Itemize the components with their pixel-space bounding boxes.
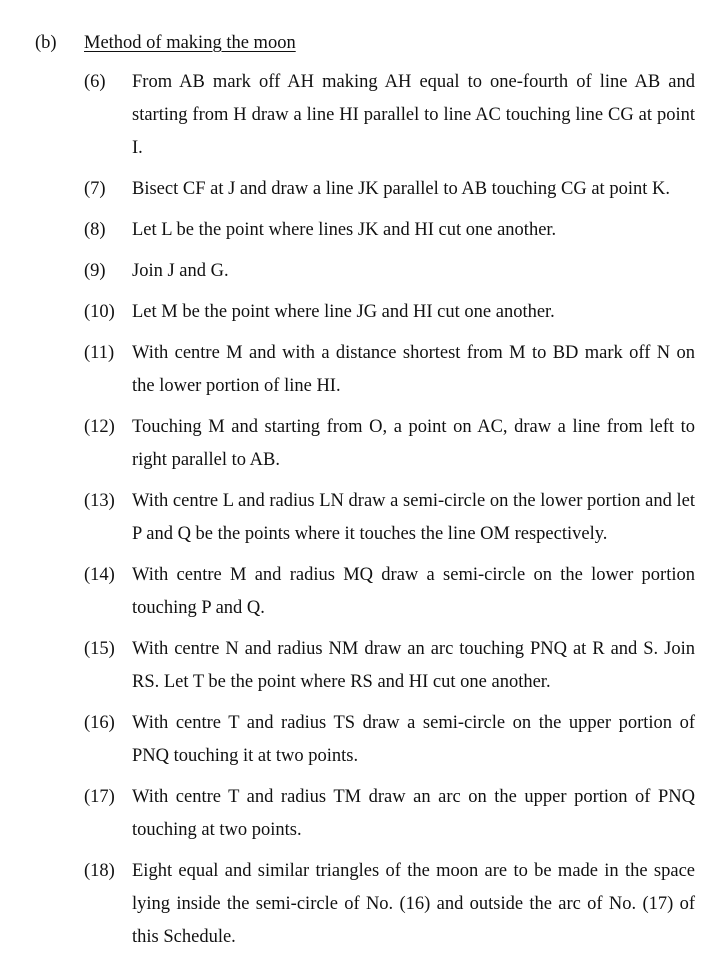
item-number: (11) <box>84 343 115 363</box>
list-item-8 <box>84 214 695 247</box>
item-number: (12) <box>84 417 115 437</box>
item-text: Let M be the point where line JG and HI cut one another. <box>132 302 555 322</box>
item-text: Touching M and starting from O, a point on AC, draw a line from left to right parallel to AB. <box>132 417 695 470</box>
list-item-13 <box>84 485 695 551</box>
list-item-14 <box>84 559 695 625</box>
item-number: (10) <box>84 302 115 322</box>
item-number: (14) <box>84 565 115 585</box>
item-text: Bisect CF at J and draw a line JK parallel to AB touching CG at point K. <box>132 179 670 199</box>
list-item-12 <box>84 411 695 477</box>
list-item-9 <box>84 255 695 288</box>
instruction-list <box>84 66 695 962</box>
item-text: With centre L and radius LN draw a semi-circle on the lower portion and let P and Q be the points where it touches the line OM respectively. <box>132 491 695 544</box>
item-text: With centre M and radius MQ draw a semi-circle on the lower portion touching P and Q. <box>132 565 695 618</box>
item-number: (9) <box>84 261 106 281</box>
item-text: With centre N and radius NM draw an arc touching PNQ at R and S. Join RS. Let T be the point where RS and HI cut one another. <box>132 639 695 692</box>
list-item-11 <box>84 337 695 403</box>
item-text: With centre T and radius TM draw an arc on the upper portion of PNQ touching at two points. <box>132 787 695 840</box>
item-number: (6) <box>84 72 106 92</box>
item-text: Let L be the point where lines JK and HI cut one another. <box>132 220 557 240</box>
item-text: Eight equal and similar triangles of the moon are to be made in the space lying inside the semi-circle of No. (16) and outside the arc of No. (17) of this Schedule. <box>132 861 695 947</box>
item-number: (13) <box>84 491 115 511</box>
list-item-18 <box>84 855 695 954</box>
item-text: From AB mark off AH making AH equal to one-fourth of line AB and starting from H draw a line HI parallel to line AC touching line CG at point I. <box>132 72 695 158</box>
item-number: (7) <box>84 179 106 199</box>
item-number: (15) <box>84 639 115 659</box>
item-text: With centre M and with a distance shortest from M to BD mark off N on the lower portion of line HI. <box>132 343 695 396</box>
list-item-7 <box>84 173 695 206</box>
section-label: (b) <box>35 33 57 53</box>
list-item-17 <box>84 781 695 847</box>
item-number: (17) <box>84 787 115 807</box>
list-item-10 <box>84 296 695 329</box>
list-item-6 <box>84 66 695 165</box>
item-number: (18) <box>84 861 115 881</box>
item-number: (16) <box>84 713 115 733</box>
item-number: (8) <box>84 220 106 240</box>
item-text: With centre T and radius TS draw a semi-circle on the upper portion of PNQ touching it at two points. <box>132 713 695 766</box>
list-item-16 <box>84 707 695 773</box>
section-title: Method of making the moon <box>84 33 296 53</box>
list-item-15 <box>84 633 695 699</box>
item-text: Join J and G. <box>132 261 229 281</box>
